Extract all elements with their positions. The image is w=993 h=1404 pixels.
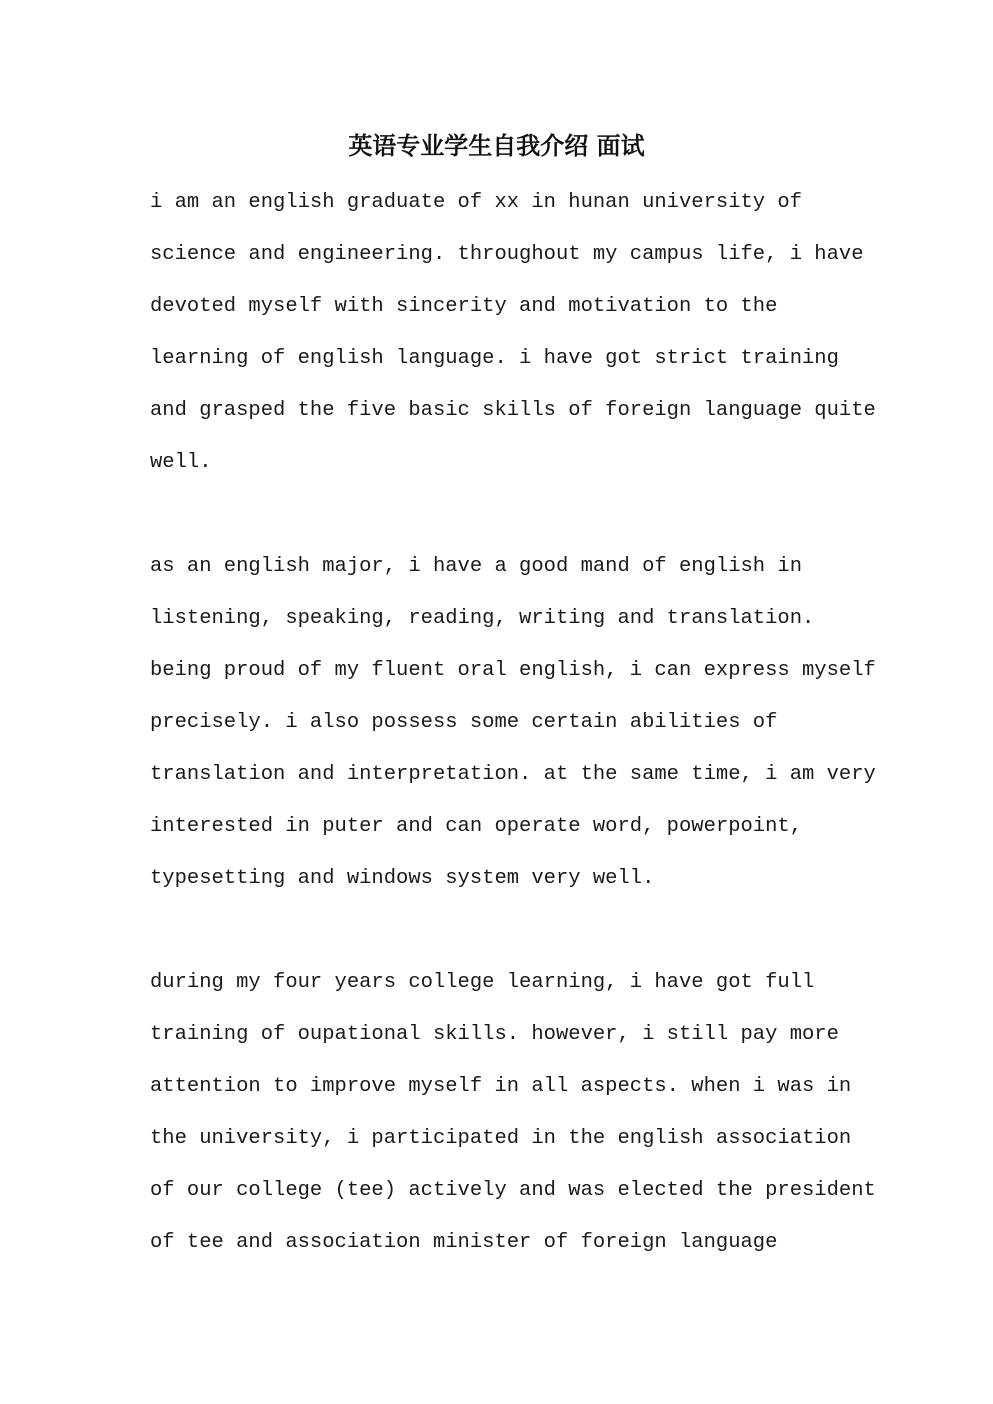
paragraph-1-line-3: devoted myself with sincerity and motivation to the: [150, 295, 778, 318]
paragraph-2-line-4: precisely. i also possess some certain abilities of: [150, 711, 778, 734]
paragraph-2-line-2: listening, speaking, reading, writing and translation.: [150, 607, 815, 630]
paragraph-2-line-3: being proud of my fluent oral english, i can express myself: [150, 659, 876, 682]
paragraph-2-line-7: typesetting and windows system very well.: [150, 867, 655, 890]
paragraph-spacer: [150, 905, 850, 957]
paragraph-1-line-5: and grasped the five basic skills of foreign language quite: [150, 399, 876, 422]
document-title: 英语专业学生自我介绍 面试: [348, 131, 645, 160]
paragraph-1-line-6: well.: [150, 451, 212, 474]
paragraph-spacer: [150, 489, 850, 541]
paragraph-3-line-4: the university, i participated in the english association: [150, 1127, 852, 1150]
paragraph-3-line-5: of our college (tee) actively and was elected the president: [150, 1179, 876, 1202]
paragraph-1-line-2: science and engineering. throughout my campus life, i have: [150, 243, 864, 266]
paragraph-2-line-5: translation and interpretation. at the same time, i am very: [150, 763, 876, 786]
paragraph-1-line-1: i am an english graduate of xx in hunan university of: [150, 191, 803, 214]
document-body: [150, 177, 876, 1269]
paragraph-2-line-6: interested in puter and can operate word, powerpoint,: [150, 815, 803, 838]
paragraph-3-line-2: training of oupational skills. however, i still pay more: [150, 1023, 839, 1046]
paragraph-2-line-1: as an english major, i have a good mand of english in: [150, 555, 803, 578]
paragraph-3-line-1: during my four years college learning, i have got full: [150, 971, 815, 994]
paragraph-3-line-3: attention to improve myself in all aspects. when i was in: [150, 1075, 852, 1098]
paragraph-1-line-4: learning of english language. i have got strict training: [150, 347, 839, 370]
paragraph-3-line-6: of tee and association minister of foreign language: [150, 1231, 778, 1254]
